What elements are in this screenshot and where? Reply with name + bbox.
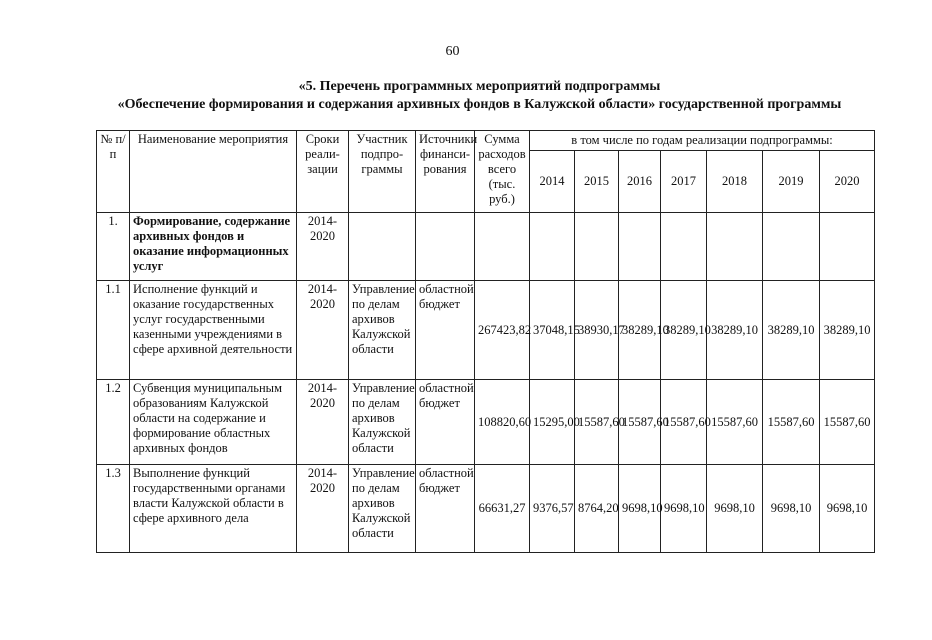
row-num: 1.3 xyxy=(97,465,130,553)
row-participant xyxy=(349,213,416,281)
page-number: 60 xyxy=(445,44,460,59)
row-value: 38289,10 xyxy=(820,281,875,380)
row-value xyxy=(707,213,763,281)
row-source: областной бюджет xyxy=(416,380,475,465)
row-name: Формирование, содержание архивных фондов и оказание информационных услуг xyxy=(130,213,297,281)
document-title-line1: «5. Перечень программных мероприятий подпрограммы xyxy=(298,79,661,94)
row-value xyxy=(530,213,575,281)
row-participant: Управление по делам архивов Калужской области xyxy=(349,281,416,380)
row-name: Исполнение функций и оказание государственных услуг государственными казенными учреждениями в сфере архивной деятельности xyxy=(130,281,297,380)
row-value: 9698,10 xyxy=(707,465,763,553)
row-value: 38289,10 xyxy=(619,281,661,380)
row-value: 9698,10 xyxy=(619,465,661,553)
row-period: 2014-2020 xyxy=(297,281,349,380)
row-period: 2014-2020 xyxy=(297,380,349,465)
row-value: 9698,10 xyxy=(661,465,707,553)
header-name: Наименование мероприятия xyxy=(130,131,297,213)
row-participant: Управление по делам архивов Калужской области xyxy=(349,380,416,465)
table-row xyxy=(97,465,875,553)
row-source: областной бюджет xyxy=(416,281,475,380)
row-value xyxy=(619,213,661,281)
header-year: 2014 xyxy=(530,151,575,213)
header-row-1 xyxy=(97,131,875,151)
table-row xyxy=(97,213,875,281)
row-value: 15587,60 xyxy=(619,380,661,465)
row-num: 1.2 xyxy=(97,380,130,465)
row-value: 9698,10 xyxy=(763,465,820,553)
row-value xyxy=(575,213,619,281)
row-value xyxy=(763,213,820,281)
row-period: 2014-2020 xyxy=(297,213,349,281)
header-year: 2020 xyxy=(820,151,875,213)
row-value: 15587,60 xyxy=(661,380,707,465)
program-measures-table xyxy=(96,130,875,553)
row-value: 15587,60 xyxy=(707,380,763,465)
row-value: 38289,10 xyxy=(763,281,820,380)
header-participant: Участник подпро-граммы xyxy=(349,131,416,213)
row-num: 1. xyxy=(97,213,130,281)
header-years-group: в том числе по годам реализации подпрограммы: xyxy=(530,131,875,151)
row-period: 2014-2020 xyxy=(297,465,349,553)
row-value: 9698,10 xyxy=(820,465,875,553)
header-year: 2018 xyxy=(707,151,763,213)
row-participant: Управление по делам архивов Калужской области xyxy=(349,465,416,553)
row-value: 37048,15 xyxy=(530,281,575,380)
row-name: Субвенция муниципальным образованиям Калужской области на содержание и формирование областных архивных фондов xyxy=(130,380,297,465)
header-year: 2019 xyxy=(763,151,820,213)
header-num: № п/п xyxy=(97,131,130,213)
row-value: 38930,17 xyxy=(575,281,619,380)
row-value: 15587,60 xyxy=(575,380,619,465)
table-row xyxy=(97,380,875,465)
row-source: областной бюджет xyxy=(416,465,475,553)
row-source xyxy=(416,213,475,281)
row-sum xyxy=(475,213,530,281)
document-title-line2: «Обеспечение формирования и содержания архивных фондов в Калужской области» государственной программы xyxy=(117,97,842,112)
row-value xyxy=(820,213,875,281)
row-value: 15587,60 xyxy=(763,380,820,465)
row-value: 9376,57 xyxy=(530,465,575,553)
row-num: 1.1 xyxy=(97,281,130,380)
header-source: Источники финанси-рования xyxy=(416,131,475,213)
table-row xyxy=(97,281,875,380)
header-year: 2016 xyxy=(619,151,661,213)
header-year: 2017 xyxy=(661,151,707,213)
row-value xyxy=(661,213,707,281)
header-period: Сроки реали-зации xyxy=(297,131,349,213)
row-name: Выполнение функций государственными органами власти Калужской области в сфере архивного дела xyxy=(130,465,297,553)
row-value: 38289,10 xyxy=(707,281,763,380)
row-value: 15587,60 xyxy=(820,380,875,465)
header-sum: Сумма расходов всего (тыс. руб.) xyxy=(475,131,530,213)
header-year: 2015 xyxy=(575,151,619,213)
row-sum: 66631,27 xyxy=(475,465,530,553)
row-sum: 267423,82 xyxy=(475,281,530,380)
row-value: 38289,10 xyxy=(661,281,707,380)
row-value: 15295,00 xyxy=(530,380,575,465)
row-value: 8764,20 xyxy=(575,465,619,553)
row-sum: 108820,60 xyxy=(475,380,530,465)
